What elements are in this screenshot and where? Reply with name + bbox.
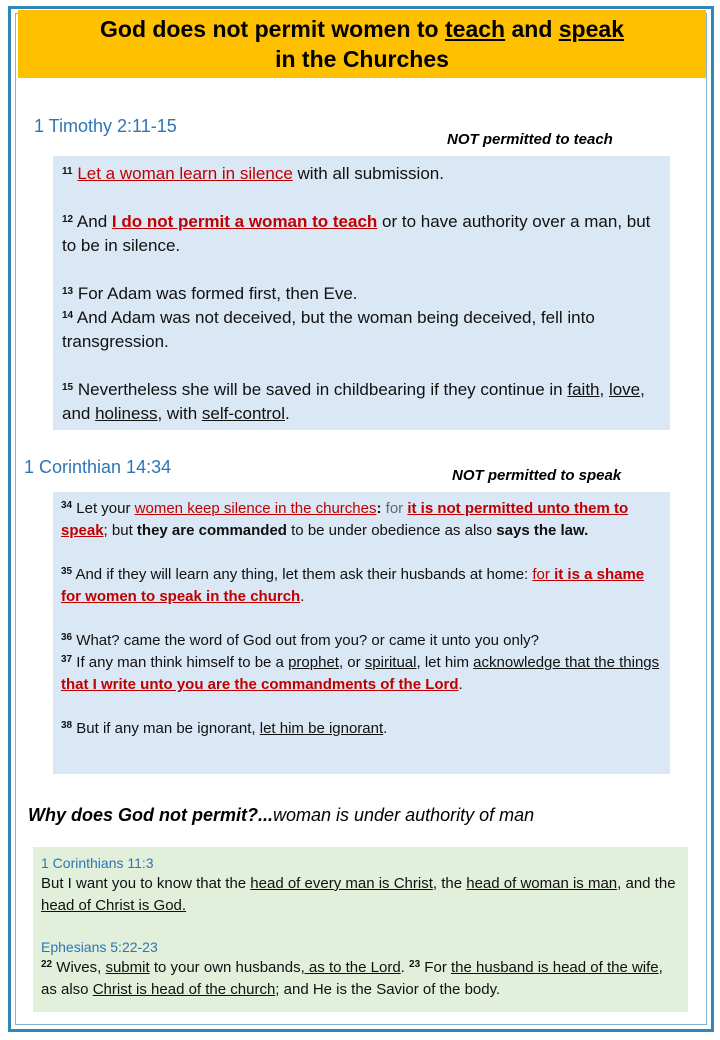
verse-emphasis: women keep silence in the churches xyxy=(134,500,377,517)
verse-text: . xyxy=(458,676,463,693)
verse-number: 11 xyxy=(62,166,73,177)
why-answer: woman is under authority of man xyxy=(273,805,535,825)
verse-emphasis: for xyxy=(532,566,555,583)
verse-text: . xyxy=(285,404,290,423)
reference-ephesians: Ephesians 5:22-23 xyxy=(41,939,158,955)
timothy-passage-box xyxy=(53,156,670,430)
verse-text: , as also xyxy=(41,959,663,998)
verse-text: , with xyxy=(157,404,202,423)
verse-34 xyxy=(61,498,662,542)
verse-13 xyxy=(62,282,662,306)
verse-emphasis: it is not permitted unto them to speak xyxy=(61,500,629,539)
verse-text: Wives, xyxy=(52,959,106,976)
verse-text: But if any man be ignorant, xyxy=(72,720,260,737)
spacer xyxy=(61,696,662,718)
verse-37 xyxy=(61,652,662,696)
spacer xyxy=(62,354,662,378)
verse-number: 23 xyxy=(409,959,421,970)
spacer xyxy=(61,608,662,630)
verse-text: for xyxy=(381,500,408,517)
verse-emphasis: that I write unto you are the commandments of the Lord xyxy=(61,676,459,693)
verse-emphasis: I do not permit a woman to teach xyxy=(111,212,378,231)
verse-14 xyxy=(62,306,662,354)
verse-underline: Christ is head of the church xyxy=(92,981,276,998)
verse-number: 35 xyxy=(61,566,73,577)
verse-underline: love xyxy=(608,380,641,399)
title-banner xyxy=(18,10,706,78)
verse-underline: let him be ignorant xyxy=(259,720,384,737)
verse-text: , xyxy=(599,380,609,399)
note-speak: NOT permitted to speak xyxy=(452,467,622,484)
reference-timothy: 1 Timothy 2:11-15 xyxy=(34,116,177,136)
verse-12 xyxy=(62,210,662,258)
corinthian-passage-box xyxy=(53,492,670,774)
verse-35 xyxy=(61,564,662,608)
verse-underline: submit xyxy=(105,959,150,976)
verse-number: 38 xyxy=(61,720,73,731)
verse-emphasis: Let a woman learn in silence xyxy=(77,164,293,183)
verse-underline: head of woman is man xyxy=(466,875,618,892)
spacer xyxy=(61,542,662,564)
verse-15 xyxy=(62,378,662,426)
verse-number: 36 xyxy=(61,632,73,643)
verse-number: 37 xyxy=(61,654,73,665)
verse-bold: says the law. xyxy=(496,522,589,539)
spacer xyxy=(62,258,662,282)
title-line-1 xyxy=(18,10,706,44)
verse-text: , and xyxy=(62,380,645,423)
title-teach: teach xyxy=(445,16,506,42)
verse-text: What? came the word of God out from you? or came it unto you only? xyxy=(72,632,540,649)
verse-36 xyxy=(61,630,662,652)
verse-text: or to have authority over a man, but to be in silence. xyxy=(62,212,651,255)
verse-number: 14 xyxy=(62,310,74,321)
verse-text: . xyxy=(383,720,388,737)
verse-text: to be under obedience as also xyxy=(286,522,497,539)
spacer xyxy=(41,917,680,937)
corinthians-11-3 xyxy=(41,873,680,917)
verse-text: And xyxy=(73,212,112,231)
authority-passage-box xyxy=(33,847,688,1012)
verse-text: to your own husbands xyxy=(149,959,301,976)
verse-text: . xyxy=(400,959,410,976)
verse-underline: spiritual xyxy=(364,654,417,671)
verse-number: 22 xyxy=(41,959,53,970)
verse-text: , and the xyxy=(617,875,676,892)
verse-11 xyxy=(62,162,662,186)
verse-underline: self-control xyxy=(201,404,286,423)
verse-number: 34 xyxy=(61,500,73,511)
verse-text: For Adam was formed first, then Eve. xyxy=(73,284,358,303)
verse-number: 15 xyxy=(62,382,74,393)
title-text: God does not permit women to xyxy=(100,16,445,42)
verse-text: ; and He is the Savior of the body. xyxy=(275,981,501,998)
verse-text: Let your xyxy=(72,500,135,517)
verse-text: And Adam was not deceived, but the woman being deceived, fell into transgression. xyxy=(62,308,595,351)
verse-text: If any man think himself to be a xyxy=(72,654,289,671)
verse-text: , the xyxy=(432,875,467,892)
verse-emphasis: it is a shame for women to speak in the church xyxy=(61,566,645,605)
verse-underline: head of every man is Christ xyxy=(250,875,433,892)
reference-corinthians-11: 1 Corinthians 11:3 xyxy=(41,855,154,871)
verse-underline: holiness xyxy=(95,404,158,423)
title-and: and xyxy=(505,16,559,42)
title-speak: speak xyxy=(558,16,624,42)
verse-text: with all submission. xyxy=(292,164,444,183)
verse-underline: faith xyxy=(567,380,600,399)
verse-number: 13 xyxy=(62,286,74,297)
verse-bold: they are commanded xyxy=(136,522,287,539)
verse-underline: prophet xyxy=(288,654,339,671)
verse-text: ; but xyxy=(103,522,137,539)
verse-text: , let him xyxy=(416,654,474,671)
verse-text: . xyxy=(300,588,305,605)
reference-corinthian: 1 Corinthian 14:34 xyxy=(24,457,172,477)
verse-underline: the husband is head of the wife xyxy=(450,959,659,976)
verse-underline: acknowledge that the things xyxy=(473,654,660,671)
note-teach: NOT permitted to teach xyxy=(447,131,613,148)
verse-underline: head of Christ is God. xyxy=(41,897,187,914)
verse-text: : xyxy=(376,500,382,517)
verse-number: 12 xyxy=(62,214,74,225)
verse-text: But I want you to know that the xyxy=(41,875,251,892)
verse-text: For xyxy=(420,959,451,976)
verse-text: , or xyxy=(338,654,365,671)
verse-text: And if they will learn any thing, let them ask their husbands at home: xyxy=(72,566,533,583)
why-heading xyxy=(28,805,534,826)
title-line-2: in the Churches xyxy=(275,46,449,72)
spacer xyxy=(62,186,662,210)
verse-38 xyxy=(61,718,662,740)
verse-text: Nevertheless she will be saved in childbearing if they continue in xyxy=(73,380,568,399)
ephesians-5-22-23 xyxy=(41,957,680,1001)
verse-underline: , as to the Lord xyxy=(300,959,401,976)
why-question: Why does God not permit?... xyxy=(28,805,273,825)
